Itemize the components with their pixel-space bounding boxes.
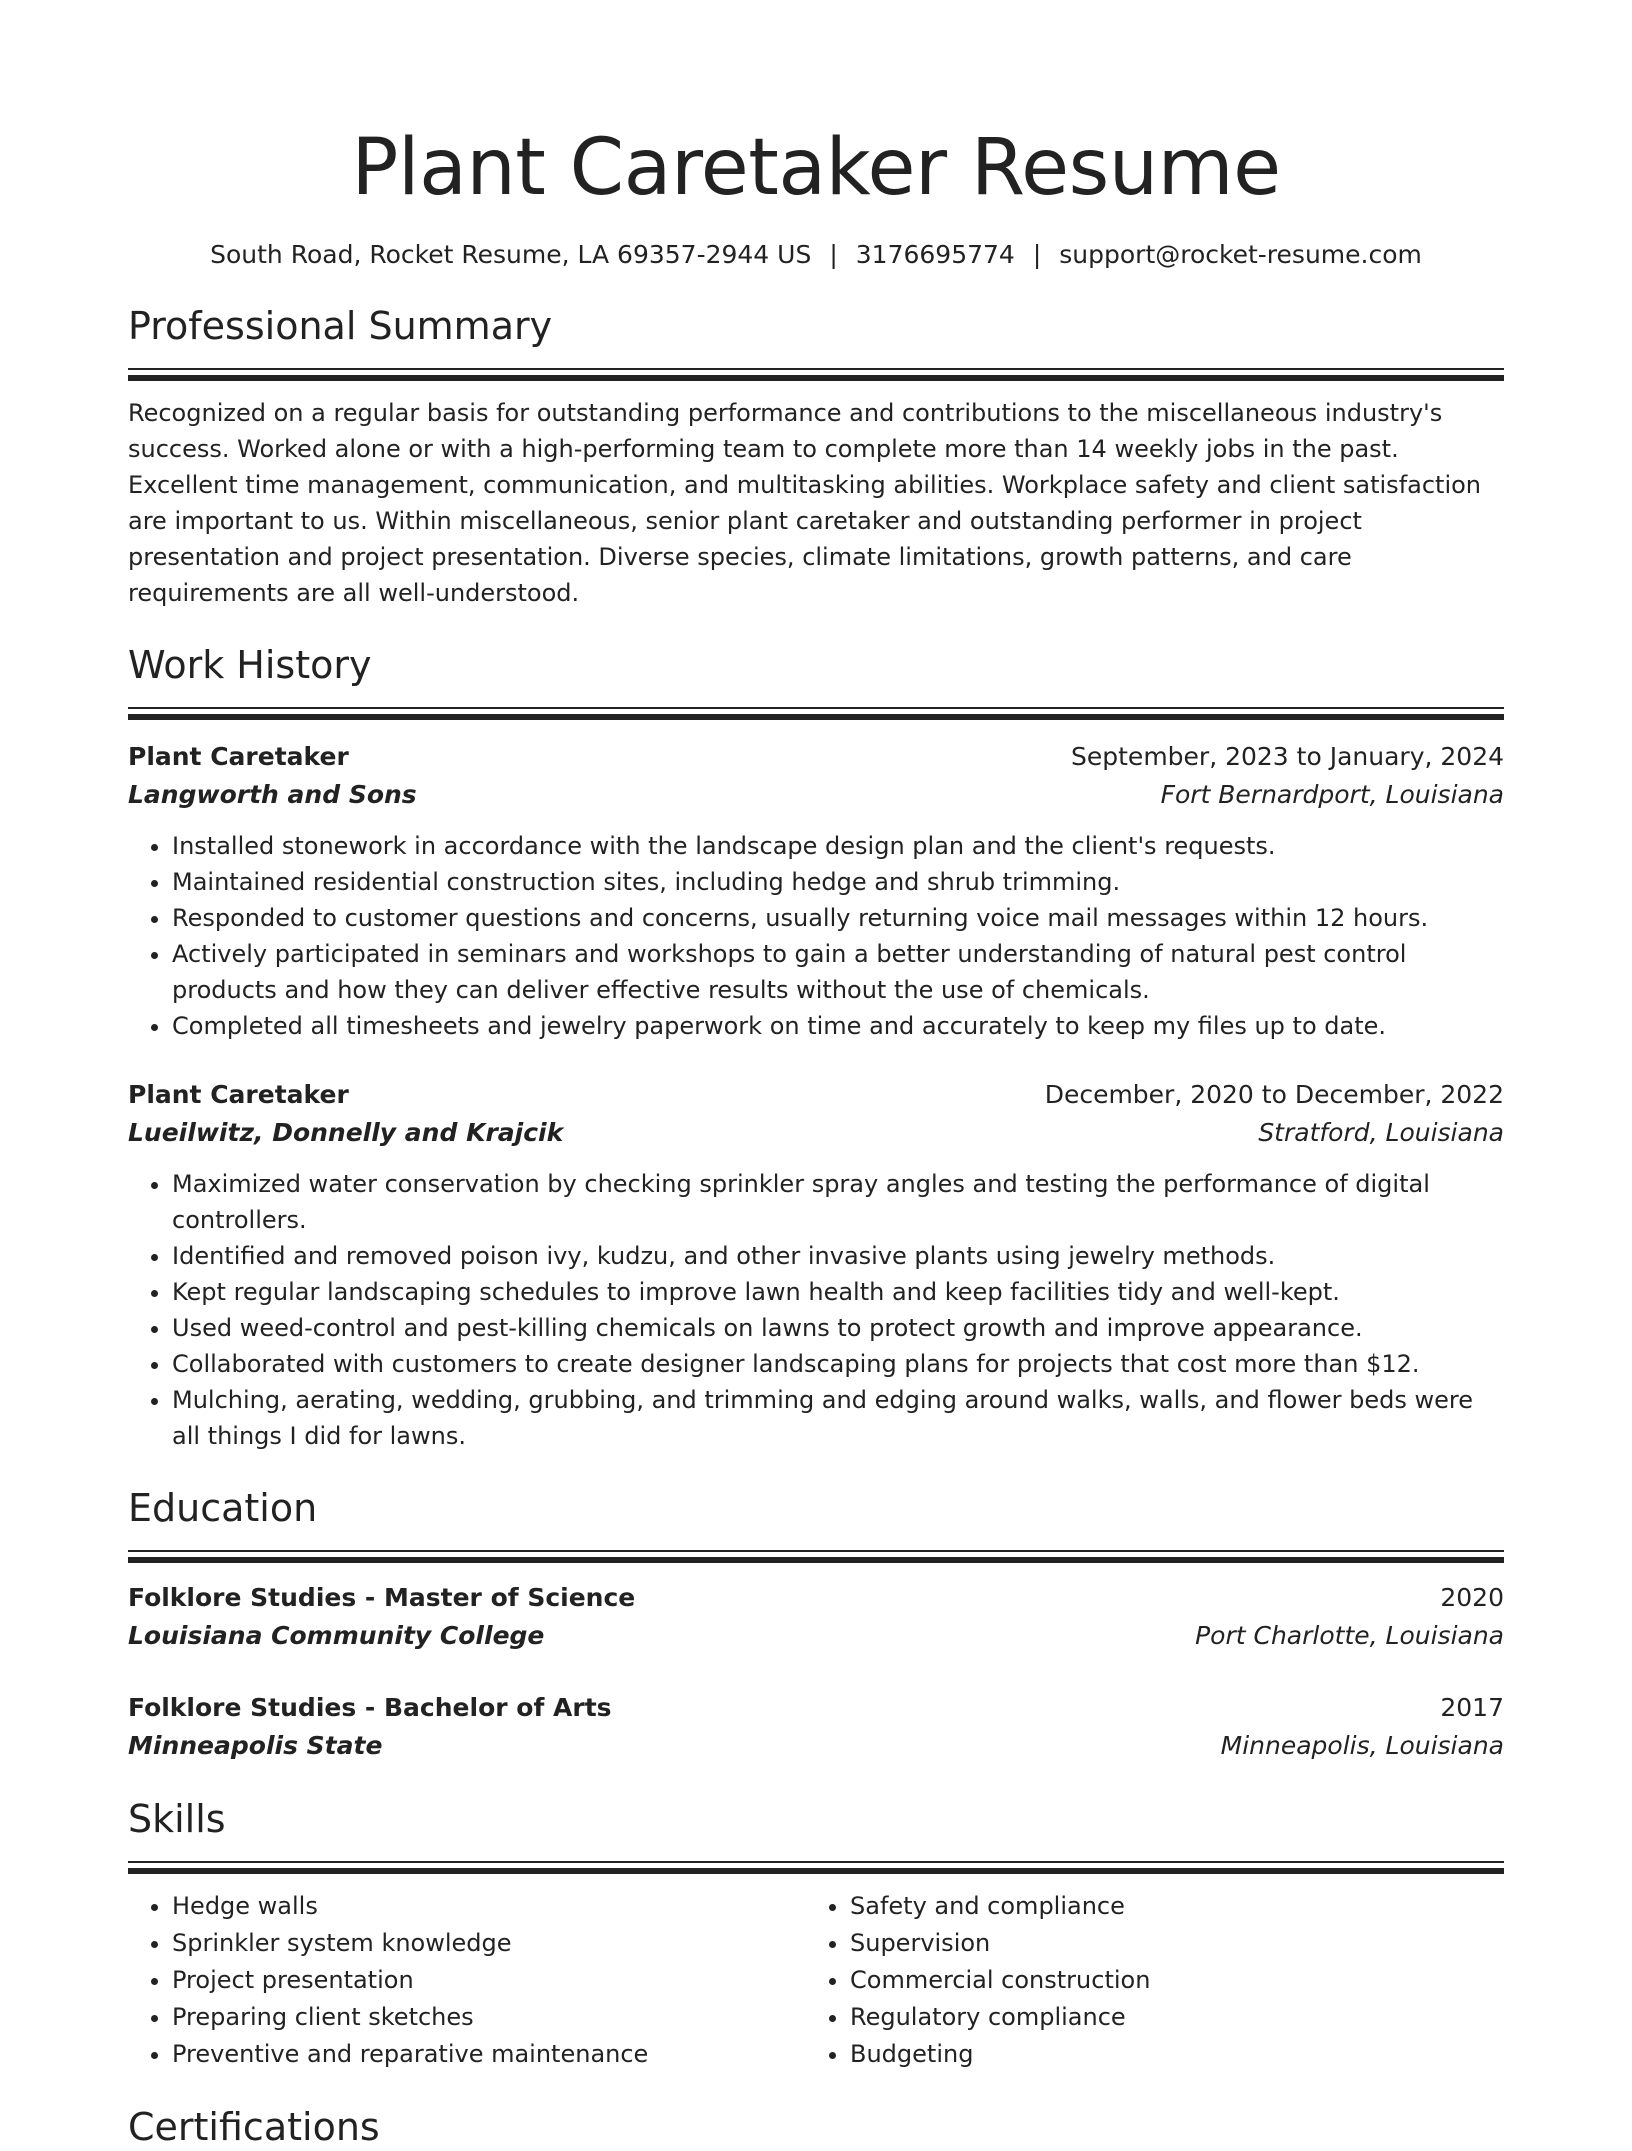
skill-item: • Preventive and reparative maintenance [172, 2036, 806, 2073]
job-title-row [128, 1076, 1504, 1114]
education-meta-row [128, 1727, 1504, 1765]
job-bullet: • Mulching, aerating, wedding, grubbing, and trimming and edging around walks, walls, and flower beds were all things I did for lawns. [172, 1382, 1504, 1454]
skill-item: • Safety and compliance [850, 1888, 1484, 1925]
skill-item: • Commercial construction [850, 1962, 1484, 1999]
section-title-work-history: Work History [128, 643, 372, 687]
education-location: Port Charlotte, Louisiana [1195, 1621, 1504, 1650]
job-bullets [128, 828, 1504, 1044]
education-year: 2017 [1440, 1693, 1504, 1722]
job-meta-row [128, 1114, 1504, 1152]
section-divider-thick [128, 714, 1504, 720]
education-year: 2020 [1440, 1583, 1504, 1612]
job-bullet: • Kept regular landscaping schedules to improve lawn health and keep facilities tidy and well-kept. [172, 1274, 1504, 1310]
job-role: Plant Caretaker [128, 1080, 349, 1109]
section-divider-thin [128, 1550, 1504, 1552]
job-entry [128, 1076, 1504, 1454]
education-school: Minneapolis State [128, 1731, 383, 1760]
education-school: Louisiana Community College [128, 1621, 545, 1650]
job-bullet: • Collaborated with customers to create designer landscaping plans for projects that cost more than $12. [172, 1346, 1504, 1382]
contact-phone: 3176695774 [855, 240, 1015, 269]
education-title-row [128, 1689, 1504, 1727]
job-location: Stratford, Louisiana [1258, 1118, 1504, 1147]
education-title-row [128, 1579, 1504, 1617]
skills-column-left [128, 1888, 806, 2073]
section-title-skills: Skills [128, 1797, 226, 1841]
section-title-education: Education [128, 1486, 318, 1530]
job-dates: December, 2020 to December, 2022 [1044, 1080, 1504, 1109]
skill-item: • Sprinkler system knowledge [172, 1925, 806, 1962]
job-entry [128, 738, 1504, 1044]
skill-item: • Project presentation [172, 1962, 806, 1999]
job-bullet: • Maximized water conservation by checking sprinkler spray angles and testing the performance of digital controllers. [172, 1166, 1504, 1238]
job-title-row [128, 738, 1504, 776]
job-bullet: • Actively participated in seminars and workshops to gain a better understanding of natural pest control products and how they can deliver effective results without the use of chemicals. [172, 936, 1504, 1008]
job-bullet: • Identified and removed poison ivy, kudzu, and other invasive plants using jewelry methods. [172, 1238, 1504, 1274]
skill-item: • Hedge walls [172, 1888, 806, 1925]
education-location: Minneapolis, Louisiana [1220, 1731, 1504, 1760]
job-meta-row [128, 776, 1504, 814]
skill-item: • Budgeting [850, 2036, 1484, 2073]
job-dates: September, 2023 to January, 2024 [1071, 742, 1504, 771]
education-meta-row [128, 1617, 1504, 1655]
job-company: Lueilwitz, Donnelly and Krajcik [128, 1118, 564, 1147]
job-company: Langworth and Sons [128, 780, 417, 809]
education-entry [128, 1689, 1504, 1765]
job-bullet: • Used weed-control and pest-killing chemicals on lawns to protect growth and improve appearance. [172, 1310, 1504, 1346]
resume-title: Plant Caretaker Resume [351, 123, 1281, 213]
job-bullets [128, 1166, 1504, 1454]
work-history-section [128, 641, 1504, 1454]
education-degree: Folklore Studies - Master of Science [128, 1583, 636, 1612]
section-divider-thin [128, 368, 1504, 370]
job-bullet: • Maintained residential construction sites, including hedge and shrub trimming. [172, 864, 1504, 900]
job-role: Plant Caretaker [128, 742, 349, 771]
certifications-section [128, 2103, 1504, 2151]
job-bullet: • Completed all timesheets and jewelry paperwork on time and accurately to keep my files up to date. [172, 1008, 1504, 1044]
section-title-summary: Professional Summary [128, 304, 553, 348]
summary-section [128, 302, 1504, 611]
education-degree: Folklore Studies - Bachelor of Arts [128, 1693, 612, 1722]
section-divider-thick [128, 1557, 1504, 1563]
skills-column-right [806, 1888, 1484, 2073]
job-bullet: • Responded to customer questions and concerns, usually returning voice mail messages within 12 hours. [172, 900, 1504, 936]
education-section [128, 1484, 1504, 1765]
job-location: Fort Bernardport, Louisiana [1160, 780, 1504, 809]
contact-separator: | [1032, 240, 1042, 269]
section-divider-thin [128, 707, 1504, 709]
skill-item: • Regulatory compliance [850, 1999, 1484, 2036]
contact-line [128, 238, 1504, 272]
education-entry [128, 1579, 1504, 1655]
skills-section [128, 1795, 1504, 2073]
skill-item: • Preparing client sketches [172, 1999, 806, 2036]
skill-item: • Supervision [850, 1925, 1484, 1962]
contact-separator: | [829, 240, 838, 269]
contact-address: South Road, Rocket Resume, LA 69357-2944 US [210, 240, 812, 269]
section-divider-thin [128, 1861, 1504, 1863]
job-bullet: • Installed stonework in accordance with the landscape design plan and the client's requests. [172, 828, 1504, 864]
summary-text: Recognized on a regular basis for outstanding performance and contributions to the miscellaneous industry's success. Worked alone or with a high-performing team to complete more than 14 weekly jobs in the past. Excellent time management, communication, and multitasking abilities. Workplace safety and client satisfaction are important to us. Within miscellaneous, senior plant caretaker and outstanding performer in project presentation and project presentation. Diverse species, climate limitations, growth patterns, and care requirements are all well-understood. [128, 399, 1482, 607]
section-title-certifications: Certifications [128, 2105, 380, 2149]
skills-columns [128, 1888, 1504, 2073]
section-divider-thick [128, 375, 1504, 381]
contact-email[interactable]: support@rocket-resume.com [1059, 240, 1422, 269]
section-divider-thick [128, 1868, 1504, 1874]
